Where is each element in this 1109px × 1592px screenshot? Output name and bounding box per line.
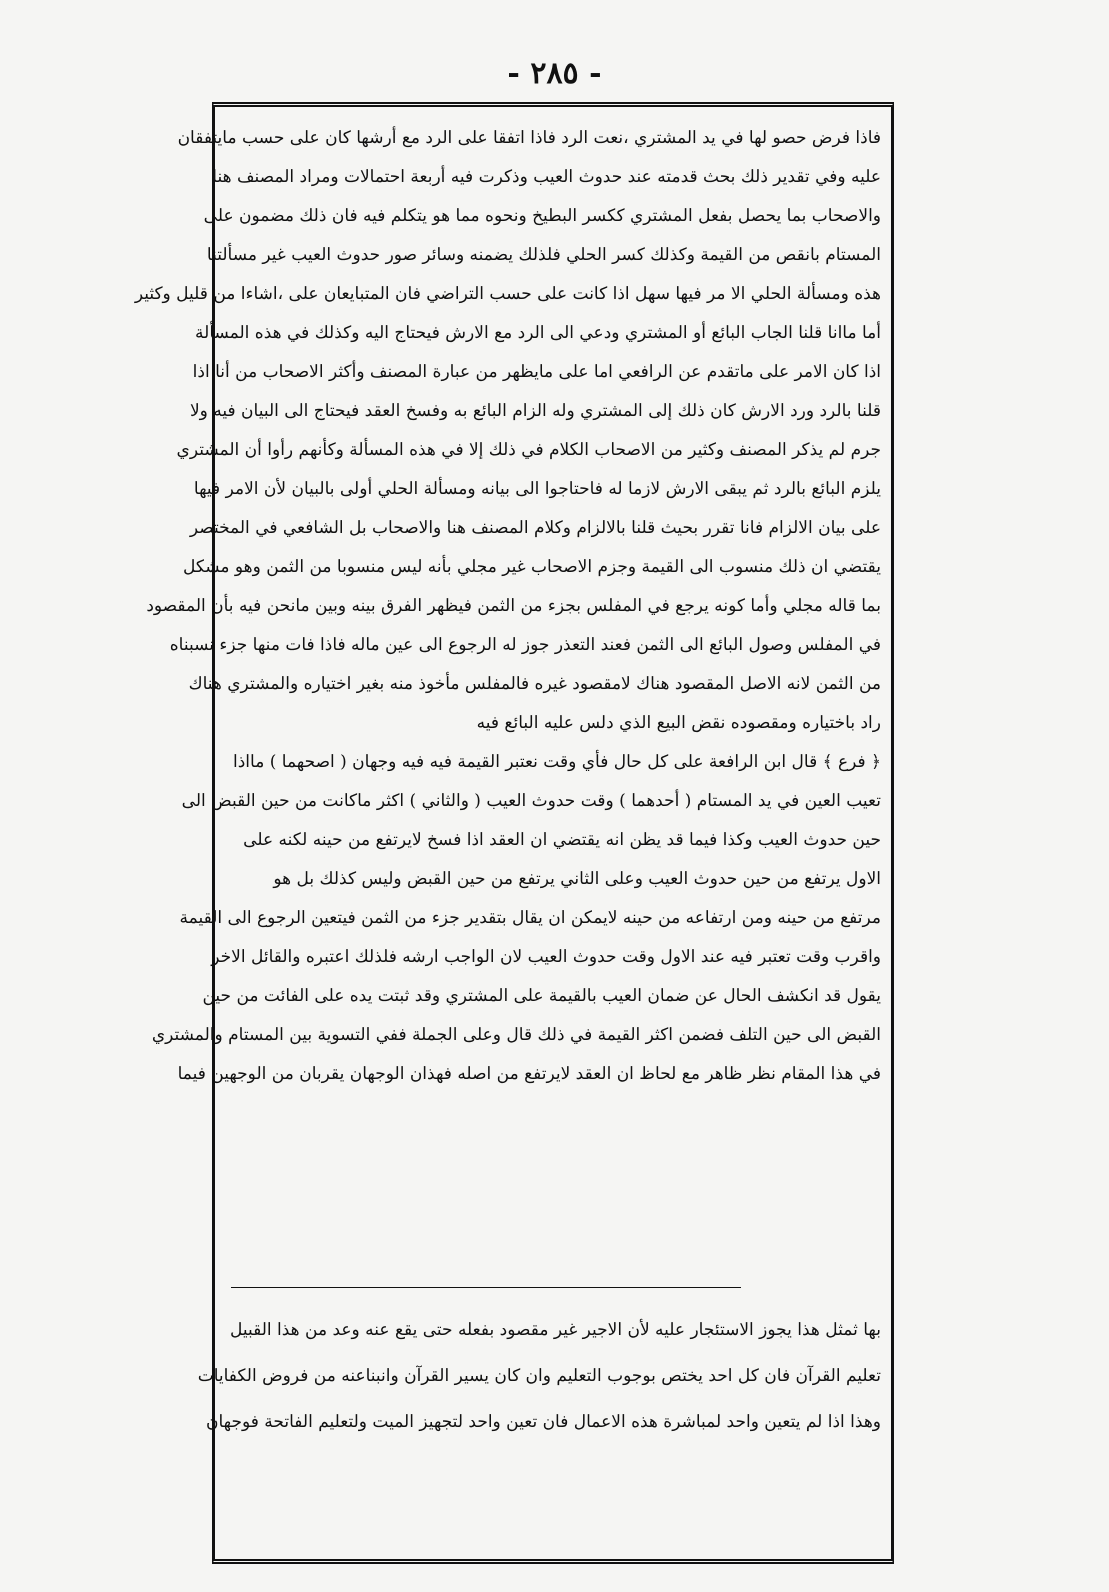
main-text <box>134 119 881 1249</box>
text-line: جرم لم يذكر المصنف وكثير من الاصحاب الكلام في ذلك إلا في هذه المسألة وكأنهم رأوا أن المشتري <box>176 440 881 460</box>
text-line: على بيان الالزام فانا تقرر بحيث قلنا بالالزام وكلام المصنف هنا والاصحاب بل الشافعي في المختصر <box>189 518 881 538</box>
text-line: فاذا فرض حصو لها في يد المشتري ،نعت الرد فاذا اتفقا على الرد مع أرشها كان على حسب مايتفقان <box>177 128 881 148</box>
footnote-separator <box>231 1287 741 1288</box>
text-line: والاصحاب بما يحصل بفعل المشتري ككسر البطيخ ونحوه مما هو يتكلم فيه فان ذلك مضمون على <box>203 206 881 226</box>
text-line: في هذا المقام نظر ظاهر مع لحاظ ان العقد لايرتفع من اصله فهذان الوجهان يقربان من الوجهين فيما <box>177 1064 881 1084</box>
text-line: في المفلس وصول البائع الى الثمن فعند التعذر جوز له الرجوع الى عين ماله فاذا فات منها جزء نسبناه <box>169 635 881 655</box>
text-line: هذه ومسألة الحلي الا مر فيها سهل اذا كانت على حسب التراضي فان المتبايعان على ،اشاءا من قليل وكثير <box>134 284 881 304</box>
text-line: يلزم البائع بالرد ثم يبقى الارش لازما له فاحتاجوا الى بيانه ومسألة الحلي أولى بالبيان لأن الامر فيها <box>193 479 881 499</box>
text-line: يقتضي ان ذلك منسوب الى القيمة وجزم الاصحاب غير مجلي بأنه ليس منسوبا من الثمن وهو مشكل <box>182 557 881 577</box>
text-line: قلنا بالرد ورد الارش كان ذلك إلى المشتري وله الزام البائع به وفسخ العقد فيحتاج الى البيان فيه ولا <box>189 401 881 421</box>
page-frame <box>134 102 894 1564</box>
text-line: يقول قد انكشف الحال عن ضمان العيب بالقيمة على المشتري وقد ثبتت يده على الفائت من حين <box>202 986 881 1006</box>
text-line: بما قاله مجلي وأما كونه يرجع في المفلس بجزء من الثمن فيظهر الفرق بينه وبين مانحن فيه بأن المقصود <box>146 596 881 616</box>
text-line: راد باختياره ومقصوده نقض البيع الذي دلس عليه البائع فيه <box>476 713 881 733</box>
footnote-line: وهذا اذا لم يتعين واحد لمباشرة هذه الاعمال فان تعين واحد لتجهيز الميت ولتعليم الفاتحة فوجهان <box>205 1412 881 1432</box>
text-line: حين حدوث العيب وكذا فيما قد يظن انه يقتضي ان العقد اذا فسخ لايرتفع من حينه لكنه على <box>243 830 881 850</box>
footnote-line: تعليم القرآن فان كل احد يختص بوجوب التعليم وان كان يسير القرآن وانبناعنه من فروض الكفايات <box>197 1366 881 1386</box>
text-line: القبض الى حين التلف فضمن اكثر القيمة في ذلك قال وعلى الجملة ففي التسوية بين المستام والمشتري <box>151 1025 881 1045</box>
page-number: - ٢٨٥ - <box>507 56 602 91</box>
text-line: اذا كان الامر على ماتقدم عن الرافعي اما على مايظهر من عبارة المصنف وأكثر الاصحاب من أنا اذا <box>192 362 881 382</box>
text-line: مرتفع من حينه ومن ارتفاعه من حينه لايمكن ان يقال بتقدير جزء من الثمن فيتعين الرجوع الى القيمة <box>179 908 881 928</box>
footnote-line: بها ثمثل هذا يجوز الاستئجار عليه لأن الاجير غير مقصود بفعله حتى يقع عنه وعد من هذا القبيل <box>229 1320 881 1340</box>
text-line: من الثمن لانه الاصل المقصود هناك لامقصود غيره فالمفلس مأخوذ منه بغير اختياره والمشتري هناك <box>188 674 881 694</box>
text-line: واقرب وقت تعتبر فيه عند الاول وقت حدوث العيب لان الواجب ارشه فلذلك اعتبره والقائل الاخر <box>211 947 881 967</box>
text-line: الاول يرتفع من حين حدوث العيب وعلى الثاني يرتفع من حين القبض وليس كذلك بل هو <box>273 869 881 889</box>
text-line: تعيب العين في يد المستام ( أحدهما ) وقت حدوث العيب ( والثاني ) اكثر ماكانت من حين القبض الى <box>181 791 881 811</box>
footnote-text <box>197 1307 881 1547</box>
text-line: ﴿ فرع ﴾ قال ابن الرافعة على كل حال فأي وقت نعتبر القيمة فيه فيه وجهان ( اصحهما ) مااذا <box>233 752 881 772</box>
text-line: عليه وفي تقدير ذلك بحث قدمته عند حدوث العيب وذكرت فيه أربعة احتمالات ومراد المصنف هنا <box>212 167 881 187</box>
text-line: المستام بانقص من القيمة وكذلك كسر الحلي فلذلك يضمنه وسائر صور حدوث العيب غير مسألتنا <box>206 245 881 265</box>
text-line: أما ماانا قلنا الجاب البائع أو المشتري ودعي الى الرد مع الارش فيحتاج اليه وكذلك في هذه المسألة <box>195 323 881 343</box>
